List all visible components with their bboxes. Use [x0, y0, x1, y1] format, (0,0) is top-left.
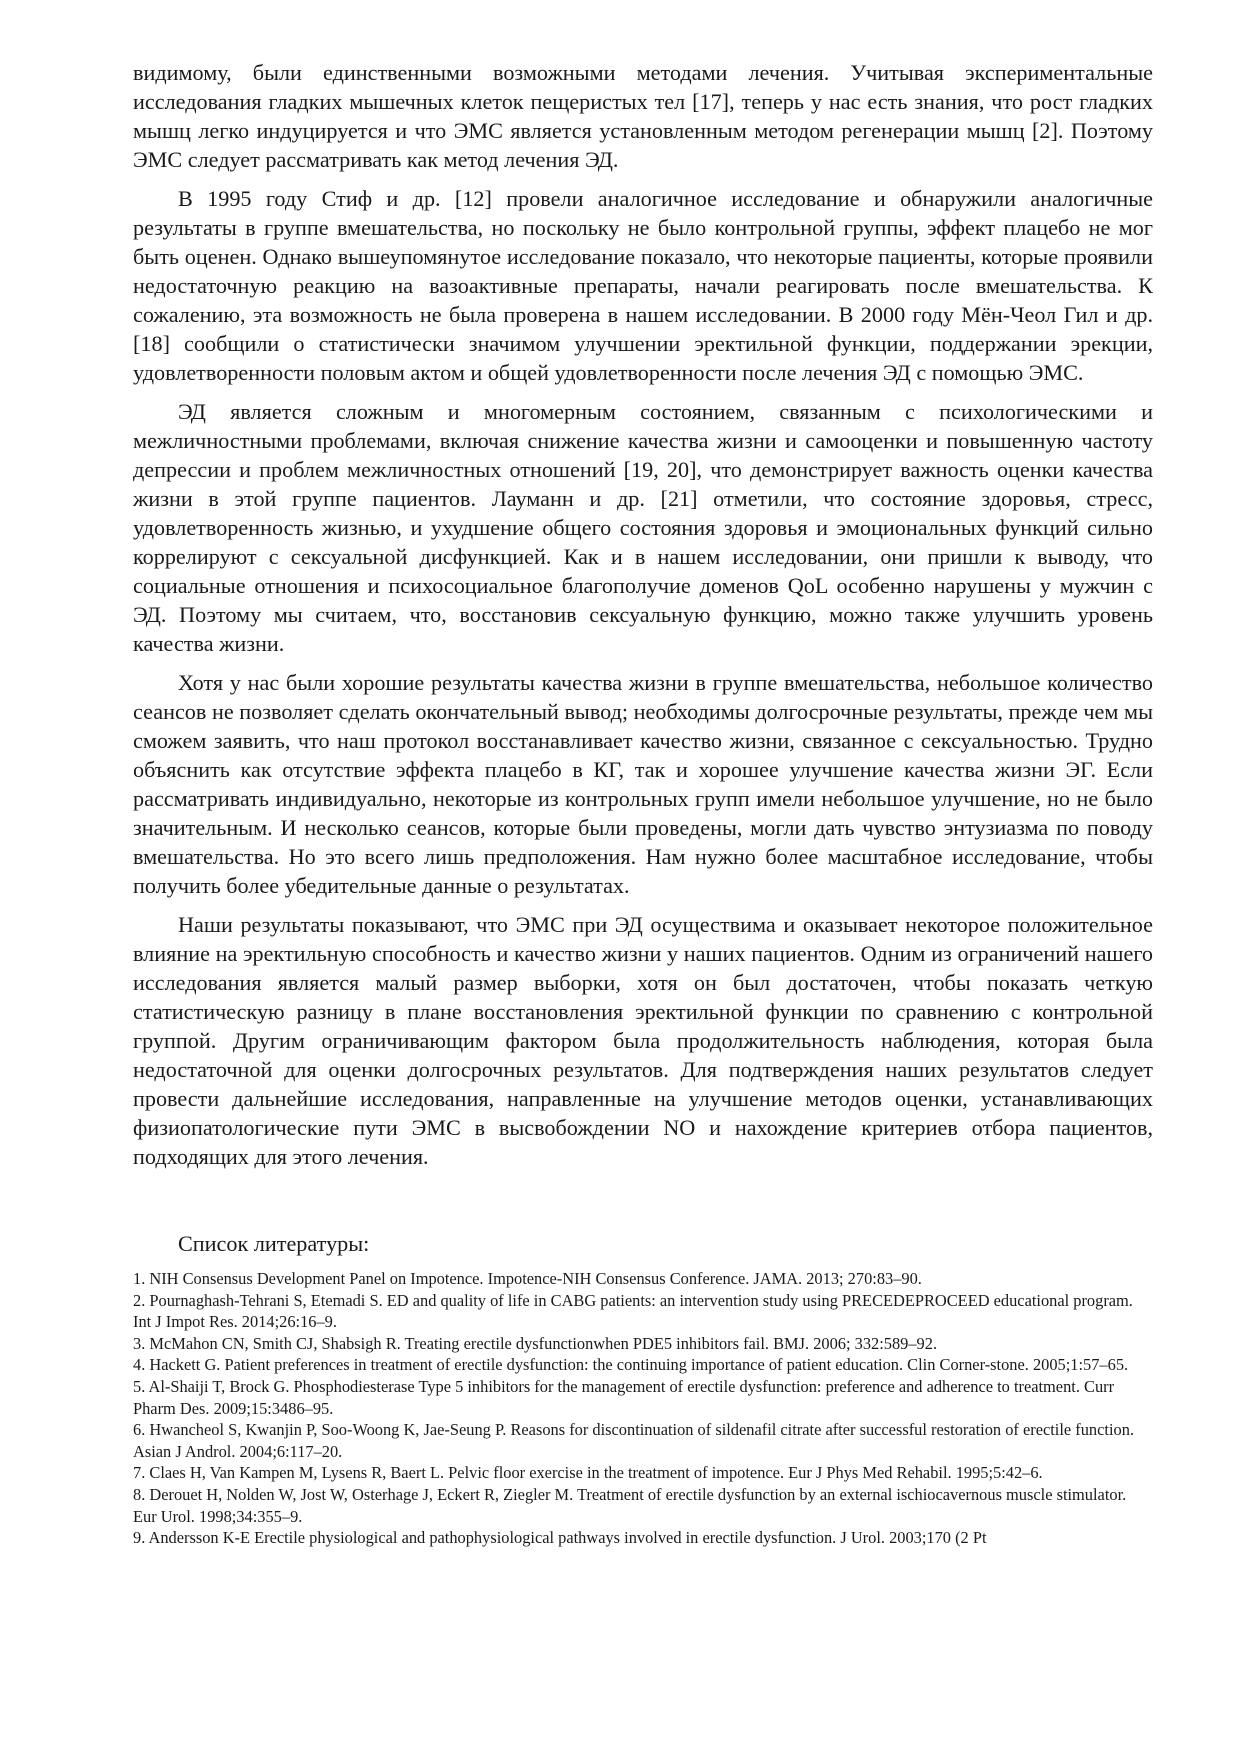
reference-item: 1. NIH Consensus Development Panel on Impotence. Impotence-NIH Consensus Conference. JAMA. 2013; 270:83–90.	[133, 1269, 922, 1288]
reference-item: 8. Derouet H, Nolden W, Jost W, Osterhage J, Eckert R, Ziegler M. Treatment of erectile dysfunction by an external ischiocavernous muscle stimulator. Eur Urol. 1998;34:355–9.	[133, 1484, 1127, 1526]
reference-item: 5. Al-Shaiji T, Brock G. Phosphodiesterase Type 5 inhibitors for the management of erectile dysfunction: preference and adherence to treatment. Curr Pharm Des. 2009;15:3486–95.	[133, 1376, 1115, 1418]
references-list	[133, 1268, 1153, 1549]
references-heading: Список литературы:	[178, 1231, 370, 1256]
reference-item: 6. Hwancheol S, Kwanjin P, Soo-Woong K, Jae-Seung P. Reasons for discontinuation of sildenafil citrate after successful restoration of erectile function. Asian J Androl. 2004;6:117–20.	[133, 1420, 1135, 1461]
body-paragraph-3: ЭД является сложным и многомерным состоянием, связанным с психологическими и межличностными проблемами, включая снижение качества жизни и самооценки и повышенную частоту депрессии и проблем межличностных отношений [19, 20], что демонстрирует важность оценки качества жизни в этой группе пациентов. Лауманн и др. [21] отметили, что состояние здоровья, стресс, удовлетворенность жизнью, и ухудшение общего состояния здоровья и эмоциональных функций сильно коррелируют с сексуальной дисфункцией. Как и в нашем исследовании, они пришли к выводу, что социальные отношения и психосоциальное благополучие доменов QoL особенно нарушены у мужчин с ЭД. Поэтому мы считаем, что, восстановив сексуальную функцию, можно также улучшить уровень качества жизни.	[133, 399, 1153, 656]
body-paragraph-4: Хотя у нас были хорошие результаты качества жизни в группе вмешательства, небольшое количество сеансов не позволяет сделать окончательный вывод; необходимы долгосрочные результаты, прежде чем мы сможем заявить, что наш протокол восстанавливает качество жизни, связанное с сексуальностью. Трудно объяснить как отсутствие эффекта плацебо в КГ, так и хорошее улучшение качества жизни ЭГ. Если рассматривать индивидуально, некоторые из контрольных групп имели небольшое улучшение, но не было значительным. И несколько сеансов, которые были проведены, могли дать чувство энтузиазма по поводу вмешательства. Но это всего лишь предположения. Нам нужно более масштабное исследование, чтобы получить более убедительные данные о результатах.	[133, 670, 1153, 898]
body-paragraph-1: видимому, были единственными возможными методами лечения. Учитывая экспериментальные исследования гладких мышечных клеток пещеристых тел [17], теперь у нас есть знания, что рост гладких мышц легко индуцируется и что ЭМС является установленным методом регенерации мышц [2]. Поэтому ЭМС следует рассматривать как метод лечения ЭД.	[133, 60, 1153, 172]
reference-item: 2. Pournaghash-Tehrani S, Etemadi S. ED and quality of life in CABG patients: an intervention study using PRECEDEPROCEED educational program. Int J Impot Res. 2014;26:16–9.	[133, 1290, 1133, 1332]
reference-item: 3. McMahon CN, Smith CJ, Shabsigh R. Treating erectile dysfunctionwhen PDE5 inhibitors fail. BMJ. 2006; 332:589–92.	[133, 1333, 938, 1353]
body-paragraph-5: Наши результаты показывают, что ЭМС при ЭД осуществима и оказывает некоторое положительное влияние на эректильную способность и качество жизни у наших пациентов. Одним из ограничений нашего исследования является малый размер выборки, хотя он был достаточен, чтобы показать четкую статистическую разницу в плане восстановления эректильной функции по сравнению с контрольной группой. Другим ограничивающим фактором была продолжительность наблюдения, которая была недостаточной для оценки долгосрочных результатов. Для подтверждения наших результатов следует провести дальнейшие исследования, направленные на улучшение методов оценки, устанавливающих физиопатологические пути ЭМС в высвобождении NO и нахождение критериев отбора пациентов, подходящих для этого лечения.	[133, 912, 1153, 1169]
reference-item: 7. Claes H, Van Kampen M, Lysens R, Baert L. Pelvic floor exercise in the treatment of impotence. Eur J Phys Med Rehabil. 1995;5:42–6.	[133, 1463, 1043, 1483]
document-page	[133, 58, 1153, 1549]
reference-item: 9. Andersson K-E Erectile physiological and pathophysiological pathways involved in erectile dysfunction. J Urol. 2003;170 (2 Pt	[133, 1528, 987, 1548]
body-paragraph-2: В 1995 году Стиф и др. [12] провели аналогичное исследование и обнаружили аналогичные результаты в группе вмешательства, но поскольку не было контрольной группы, эффект плацебо не мог быть оценен. Однако вышеупомянутое исследование показало, что некоторые пациенты, которые проявили недостаточную реакцию на вазоактивные препараты, начали реагировать после вмешательства. К сожалению, эта возможность не была проверена в нашем исследовании. В 2000 году Мён-Чеол Гил и др. [18] сообщили о статистически значимом улучшении эректильной функции, поддержании эрекции, удовлетворенности половым актом и общей удовлетворенности после лечения ЭД с помощью ЭМС.	[133, 186, 1153, 385]
reference-item: 4. Hackett G. Patient preferences in treatment of erectile dysfunction: the continuing importance of patient education. Clin Corner-stone. 2005;1:57–65.	[133, 1355, 1129, 1375]
